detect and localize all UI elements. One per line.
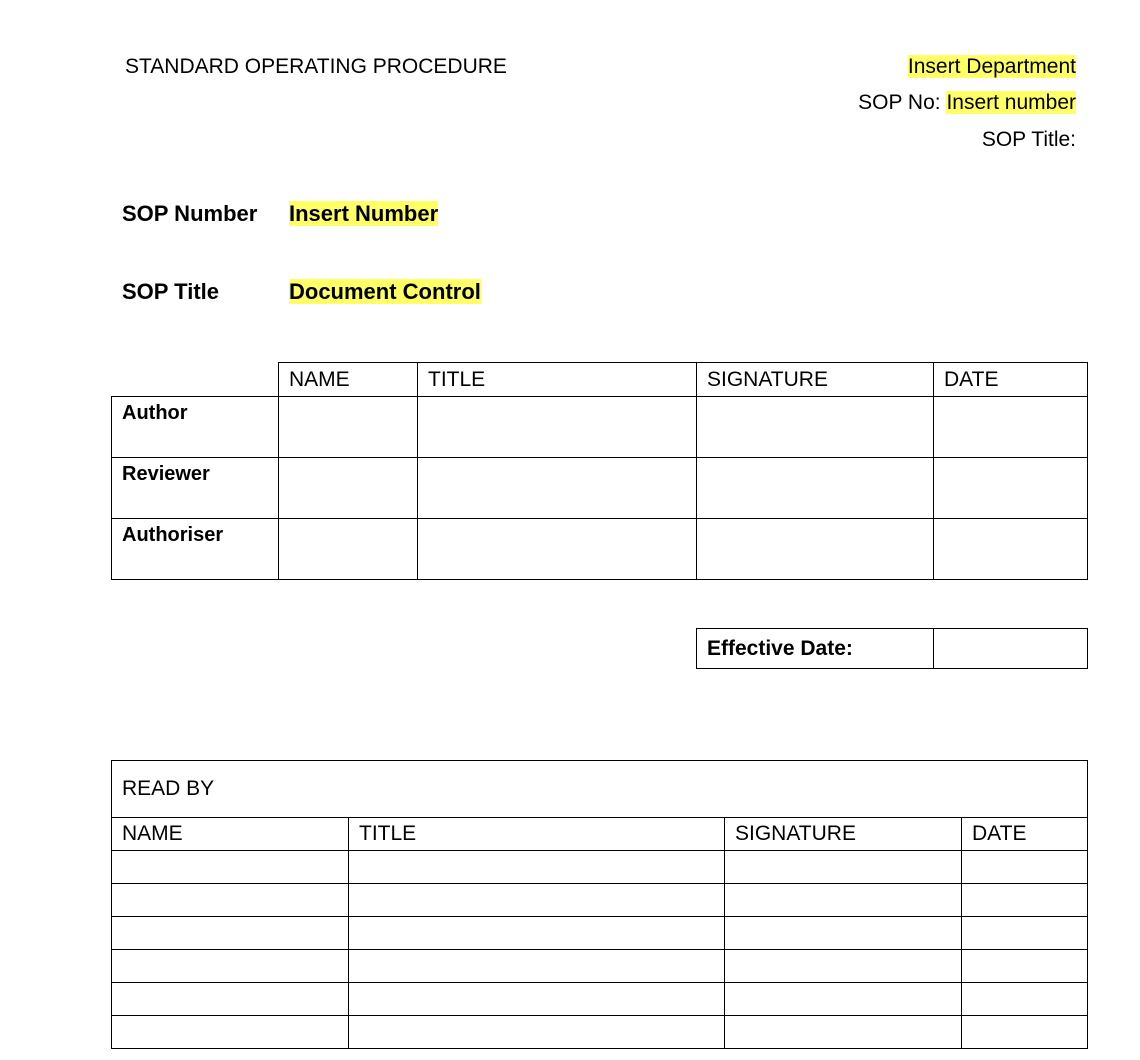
- read-by-title-cell[interactable]: [349, 950, 725, 983]
- read-by-name-cell[interactable]: [112, 1016, 349, 1049]
- authoriser-signature-cell[interactable]: [697, 519, 934, 580]
- read-by-column-signature: SIGNATURE: [725, 818, 962, 851]
- read-by-row: [112, 983, 1088, 1016]
- effective-date-table: [696, 628, 1088, 669]
- author-name-cell[interactable]: [279, 397, 418, 458]
- author-signature-cell[interactable]: [697, 397, 934, 458]
- authoriser-row: [112, 519, 1088, 580]
- read-by-date-cell[interactable]: [962, 851, 1088, 884]
- effective-date-label: Effective Date:: [697, 629, 934, 669]
- sop-no-line: [858, 91, 1076, 115]
- author-date-cell[interactable]: [934, 397, 1088, 458]
- read-by-title-row: [112, 761, 1088, 818]
- authoriser-date-cell[interactable]: [934, 519, 1088, 580]
- read-by-signature-cell[interactable]: [725, 917, 962, 950]
- read-by-row: [112, 851, 1088, 884]
- author-row: [112, 397, 1088, 458]
- read-by-title: READ BY: [112, 761, 1088, 818]
- empty-corner-cell: [112, 363, 279, 397]
- sop-number-value[interactable]: Insert Number: [289, 201, 439, 226]
- sop-title-value[interactable]: Document Control: [289, 279, 481, 304]
- read-by-name-cell[interactable]: [112, 884, 349, 917]
- effective-date-value[interactable]: [934, 629, 1088, 669]
- column-header-title: TITLE: [418, 363, 697, 397]
- role-label-reviewer: Reviewer: [112, 458, 279, 519]
- read-by-table: [111, 760, 1088, 1049]
- read-by-signature-cell[interactable]: [725, 950, 962, 983]
- sop-title-header-label: SOP Title:: [981, 128, 1076, 151]
- read-by-name-cell[interactable]: [112, 950, 349, 983]
- reviewer-date-cell[interactable]: [934, 458, 1088, 519]
- reviewer-title-cell[interactable]: [418, 458, 697, 519]
- read-by-title-cell[interactable]: [349, 983, 725, 1016]
- sop-no-placeholder[interactable]: Insert number: [946, 91, 1076, 114]
- read-by-name-cell[interactable]: [112, 917, 349, 950]
- read-by-signature-cell[interactable]: [725, 983, 962, 1016]
- read-by-column-date: DATE: [962, 818, 1088, 851]
- read-by-row: [112, 884, 1088, 917]
- read-by-signature-cell[interactable]: [725, 884, 962, 917]
- read-by-column-title: TITLE: [349, 818, 725, 851]
- read-by-row: [112, 950, 1088, 983]
- sop-no-label: SOP No:: [858, 91, 947, 114]
- signature-header-row: [112, 363, 1088, 397]
- read-by-date-cell[interactable]: [962, 917, 1088, 950]
- read-by-header-row: [112, 818, 1088, 851]
- department-placeholder[interactable]: Insert Department: [907, 55, 1076, 78]
- read-by-date-cell[interactable]: [962, 983, 1088, 1016]
- authoriser-title-cell[interactable]: [418, 519, 697, 580]
- reviewer-row: [112, 458, 1088, 519]
- read-by-signature-cell[interactable]: [725, 851, 962, 884]
- author-title-cell[interactable]: [418, 397, 697, 458]
- column-header-signature: SIGNATURE: [697, 363, 934, 397]
- department-line: [908, 55, 1076, 79]
- read-by-title-cell[interactable]: [349, 851, 725, 884]
- read-by-date-cell[interactable]: [962, 884, 1088, 917]
- column-header-name: NAME: [279, 363, 418, 397]
- read-by-row: [112, 1016, 1088, 1049]
- read-by-name-cell[interactable]: [112, 851, 349, 884]
- read-by-title-cell[interactable]: [349, 1016, 725, 1049]
- read-by-title-cell[interactable]: [349, 917, 725, 950]
- role-label-author: Author: [112, 397, 279, 458]
- read-by-name-cell[interactable]: [112, 983, 349, 1016]
- procedure-heading: STANDARD OPERATING PROCEDURE: [125, 55, 507, 78]
- sop-number-label: SOP Number: [122, 201, 258, 226]
- read-by-date-cell[interactable]: [962, 1016, 1088, 1049]
- read-by-column-name: NAME: [112, 818, 349, 851]
- read-by-row: [112, 917, 1088, 950]
- sop-title-label: SOP Title: [122, 279, 220, 304]
- read-by-signature-cell[interactable]: [725, 1016, 962, 1049]
- signature-table: [111, 362, 1088, 580]
- reviewer-signature-cell[interactable]: [697, 458, 934, 519]
- read-by-title-cell[interactable]: [349, 884, 725, 917]
- column-header-date: DATE: [934, 363, 1088, 397]
- reviewer-name-cell[interactable]: [279, 458, 418, 519]
- authoriser-name-cell[interactable]: [279, 519, 418, 580]
- role-label-authoriser: Authoriser: [112, 519, 279, 580]
- read-by-date-cell[interactable]: [962, 950, 1088, 983]
